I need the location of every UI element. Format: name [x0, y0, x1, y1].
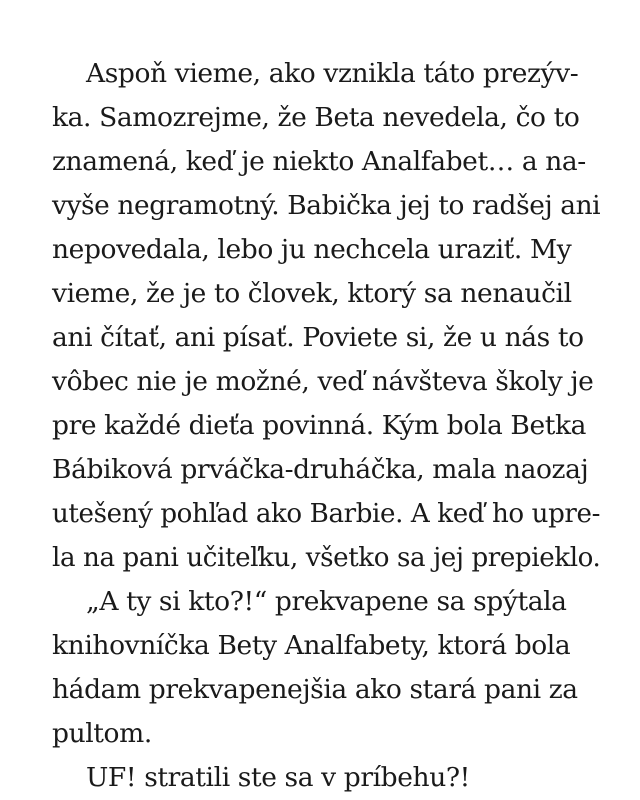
text-line-11: utešený pohľad ako Barbie. A keď ho upre- — [52, 498, 601, 529]
text-line-10: Bábiková prváčka-druháčka, mala naozaj — [52, 454, 589, 485]
text-line-6: vieme, že je to človek, ktorý sa nenaučil — [52, 278, 572, 309]
text-line-8: vôbec nie je možné, veď návšteva školy je — [52, 366, 594, 397]
text-line-4: vyše negramotný. Babička jej to radšej ani — [52, 190, 601, 221]
text-line-17: UF! stratili ste sa v príbehu?! — [86, 762, 470, 793]
text-line-13: „A ty si kto?!“ prekvapene sa spýtala — [86, 586, 567, 617]
text-line-15: hádam prekvapenejšia ako stará pani za — [52, 674, 578, 705]
text-line-2: ka. Samozrejme, že Beta nevedela, čo to — [52, 102, 580, 133]
text-line-9: pre každé dieťa povinná. Kým bola Betka — [52, 410, 587, 441]
text-line-1: Aspoň vieme, ako vznikla táto prezýv- — [86, 58, 579, 89]
text-line-7: ani čítať, ani písať. Poviete si, že u nás to — [52, 322, 584, 353]
text-line-14: knihovníčka Bety Analfabety, ktorá bola — [52, 630, 571, 661]
text-line-12: la na pani učiteľku, všetko sa jej prepieklo. — [52, 542, 601, 573]
text-line-16: pultom. — [52, 718, 152, 749]
text-line-3: znamená, keď je niekto Analfabet… a na- — [52, 146, 586, 177]
text-line-5: nepovedala, lebo ju nechcela uraziť. My — [52, 234, 572, 265]
